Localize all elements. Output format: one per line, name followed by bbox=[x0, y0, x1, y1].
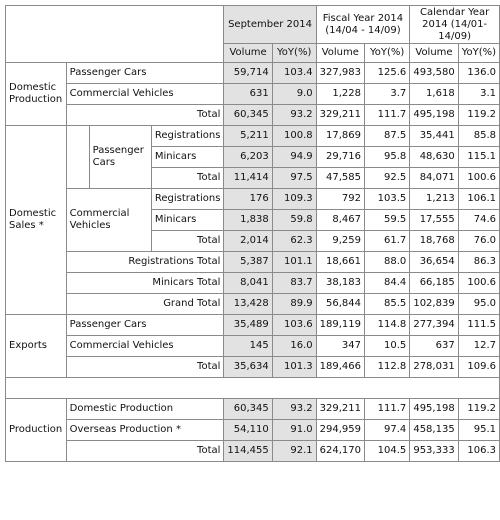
row-label: Overseas Production * bbox=[66, 420, 224, 441]
row-label-total: Total bbox=[66, 441, 224, 462]
cell: 35,489 bbox=[224, 315, 272, 336]
cell: 329,211 bbox=[316, 399, 364, 420]
cell: 85.8 bbox=[458, 126, 499, 147]
cell: 83.7 bbox=[272, 273, 316, 294]
cell: 86.3 bbox=[458, 252, 499, 273]
corner-cell bbox=[6, 6, 224, 63]
cell: 9,259 bbox=[316, 231, 364, 252]
cell: 103.6 bbox=[272, 315, 316, 336]
cell: 493,580 bbox=[410, 63, 458, 84]
cell: 92.5 bbox=[364, 168, 409, 189]
cell: 95.1 bbox=[458, 420, 499, 441]
cell: 17,555 bbox=[410, 210, 458, 231]
row-label: Domestic Production bbox=[66, 399, 224, 420]
cell: 104.5 bbox=[364, 441, 409, 462]
cell: 294,959 bbox=[316, 420, 364, 441]
cell: 100.6 bbox=[458, 273, 499, 294]
cell: 3.7 bbox=[364, 84, 409, 105]
row-label: Commercial Vehicles bbox=[66, 336, 224, 357]
row-label-grand-total: Grand Total bbox=[66, 294, 224, 315]
cell: 458,135 bbox=[410, 420, 458, 441]
cell: 95.0 bbox=[458, 294, 499, 315]
cell: 8,041 bbox=[224, 273, 272, 294]
header-fiscal-year: Fiscal Year 2014 (14/04 - 14/09) bbox=[316, 6, 410, 44]
header-calendar-year: Calendar Year 2014 (14/01-14/09) bbox=[410, 6, 500, 44]
cell: 6,203 bbox=[224, 147, 272, 168]
cell: 792 bbox=[316, 189, 364, 210]
cell: 114,455 bbox=[224, 441, 272, 462]
cell: 59,714 bbox=[224, 63, 272, 84]
cell: 18,661 bbox=[316, 252, 364, 273]
cell: 59.8 bbox=[272, 210, 316, 231]
sub-yoy: YoY(%) bbox=[458, 44, 499, 63]
cell: 93.2 bbox=[272, 399, 316, 420]
header-september: September 2014 bbox=[224, 6, 316, 44]
cell: 54,110 bbox=[224, 420, 272, 441]
cell: 62.3 bbox=[272, 231, 316, 252]
cell: 3.1 bbox=[458, 84, 499, 105]
cell: 101.3 bbox=[272, 357, 316, 378]
cell: 91.0 bbox=[272, 420, 316, 441]
cell: 89.9 bbox=[272, 294, 316, 315]
cell: 327,983 bbox=[316, 63, 364, 84]
sub-volume: Volume bbox=[316, 44, 364, 63]
cell: 106.3 bbox=[458, 441, 499, 462]
cell: 103.5 bbox=[364, 189, 409, 210]
cell: 1,618 bbox=[410, 84, 458, 105]
cell: 103.4 bbox=[272, 63, 316, 84]
cell: 495,198 bbox=[410, 105, 458, 126]
production-sales-table bbox=[5, 5, 500, 462]
cell: 76.0 bbox=[458, 231, 499, 252]
cell: 29,716 bbox=[316, 147, 364, 168]
cell: 97.5 bbox=[272, 168, 316, 189]
section-label-domestic-production: Domestic Production bbox=[6, 63, 67, 126]
sales-spacer bbox=[66, 126, 89, 189]
cell: 111.7 bbox=[364, 399, 409, 420]
cell: 109.3 bbox=[272, 189, 316, 210]
cell: 95.8 bbox=[364, 147, 409, 168]
cell: 136.0 bbox=[458, 63, 499, 84]
cell: 1,838 bbox=[224, 210, 272, 231]
cell: 88.0 bbox=[364, 252, 409, 273]
row-label: Passenger Cars bbox=[66, 63, 224, 84]
cell: 100.6 bbox=[458, 168, 499, 189]
cell: 56,844 bbox=[316, 294, 364, 315]
cell: 100.8 bbox=[272, 126, 316, 147]
cell: 8,467 bbox=[316, 210, 364, 231]
cell: 5,211 bbox=[224, 126, 272, 147]
cell: 347 bbox=[316, 336, 364, 357]
row-label-minicars-total: Minicars Total bbox=[66, 273, 224, 294]
row-label-registrations-total: Registrations Total bbox=[66, 252, 224, 273]
group-label-commercial-vehicles: Commercial Vehicles bbox=[66, 189, 151, 252]
cell: 329,211 bbox=[316, 105, 364, 126]
row-label: Minicars bbox=[151, 147, 224, 168]
cell: 92.1 bbox=[272, 441, 316, 462]
cell: 18,768 bbox=[410, 231, 458, 252]
cell: 111.7 bbox=[364, 105, 409, 126]
cell: 111.5 bbox=[458, 315, 499, 336]
cell: 189,119 bbox=[316, 315, 364, 336]
group-label-passenger-cars: Passenger Cars bbox=[89, 126, 151, 189]
cell: 97.4 bbox=[364, 420, 409, 441]
cell: 637 bbox=[410, 336, 458, 357]
row-label: Commercial Vehicles bbox=[66, 84, 224, 105]
cell: 953,333 bbox=[410, 441, 458, 462]
row-label: Passenger Cars bbox=[66, 315, 224, 336]
cell: 35,441 bbox=[410, 126, 458, 147]
cell: 38,183 bbox=[316, 273, 364, 294]
cell: 5,387 bbox=[224, 252, 272, 273]
cell: 631 bbox=[224, 84, 272, 105]
row-label: Registrations bbox=[151, 189, 224, 210]
row-label-total: Total bbox=[151, 231, 224, 252]
cell: 115.1 bbox=[458, 147, 499, 168]
cell: 106.1 bbox=[458, 189, 499, 210]
cell: 35,634 bbox=[224, 357, 272, 378]
row-label-total: Total bbox=[151, 168, 224, 189]
cell: 16.0 bbox=[272, 336, 316, 357]
cell: 114.8 bbox=[364, 315, 409, 336]
sub-volume: Volume bbox=[410, 44, 458, 63]
cell: 9.0 bbox=[272, 84, 316, 105]
row-label-total: Total bbox=[66, 357, 224, 378]
cell: 17,869 bbox=[316, 126, 364, 147]
cell: 176 bbox=[224, 189, 272, 210]
cell: 2,014 bbox=[224, 231, 272, 252]
cell: 84.4 bbox=[364, 273, 409, 294]
cell: 13,428 bbox=[224, 294, 272, 315]
cell: 11,414 bbox=[224, 168, 272, 189]
cell: 1,213 bbox=[410, 189, 458, 210]
cell: 93.2 bbox=[272, 105, 316, 126]
cell: 495,198 bbox=[410, 399, 458, 420]
row-label-total: Total bbox=[66, 105, 224, 126]
section-label-exports: Exports bbox=[6, 315, 67, 378]
sub-volume: Volume bbox=[224, 44, 272, 63]
cell: 66,185 bbox=[410, 273, 458, 294]
cell: 60,345 bbox=[224, 105, 272, 126]
cell: 1,228 bbox=[316, 84, 364, 105]
section-label-domestic-sales: Domestic Sales * bbox=[6, 126, 67, 315]
cell: 125.6 bbox=[364, 63, 409, 84]
cell: 112.8 bbox=[364, 357, 409, 378]
cell: 277,394 bbox=[410, 315, 458, 336]
cell: 189,466 bbox=[316, 357, 364, 378]
cell: 145 bbox=[224, 336, 272, 357]
sub-yoy: YoY(%) bbox=[272, 44, 316, 63]
cell: 109.6 bbox=[458, 357, 499, 378]
cell: 119.2 bbox=[458, 105, 499, 126]
cell: 94.9 bbox=[272, 147, 316, 168]
cell: 12.7 bbox=[458, 336, 499, 357]
cell: 48,630 bbox=[410, 147, 458, 168]
cell: 119.2 bbox=[458, 399, 499, 420]
row-label: Minicars bbox=[151, 210, 224, 231]
cell: 84,071 bbox=[410, 168, 458, 189]
cell: 10.5 bbox=[364, 336, 409, 357]
cell: 61.7 bbox=[364, 231, 409, 252]
cell: 624,170 bbox=[316, 441, 364, 462]
cell: 59.5 bbox=[364, 210, 409, 231]
cell: 101.1 bbox=[272, 252, 316, 273]
blank-separator-row bbox=[6, 378, 500, 399]
cell: 85.5 bbox=[364, 294, 409, 315]
cell: 87.5 bbox=[364, 126, 409, 147]
cell: 60,345 bbox=[224, 399, 272, 420]
row-label: Registrations bbox=[151, 126, 224, 147]
cell: 36,654 bbox=[410, 252, 458, 273]
section-label-production: Production bbox=[6, 399, 67, 462]
cell: 47,585 bbox=[316, 168, 364, 189]
sub-yoy: YoY(%) bbox=[364, 44, 409, 63]
cell: 278,031 bbox=[410, 357, 458, 378]
cell: 102,839 bbox=[410, 294, 458, 315]
cell: 74.6 bbox=[458, 210, 499, 231]
